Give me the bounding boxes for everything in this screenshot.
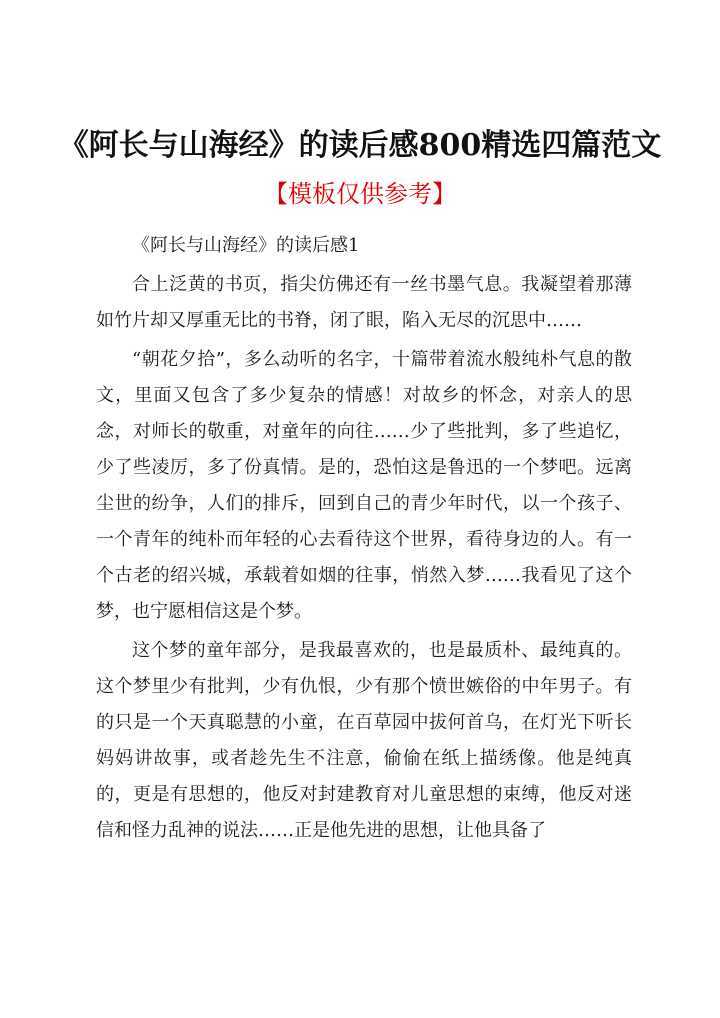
section-heading: 《阿长与山海经》的读后感1 xyxy=(132,235,360,256)
paragraph: 合上泛黄的书页，指尖仿佛还有一丝书墨气息。我凝望着那薄如竹片却又厚重无比的书脊，闭了眼，陷入无尽的沉思中…… xyxy=(96,274,632,331)
template-notice: 【模板仅供参考】 xyxy=(264,180,456,208)
paragraph: 这个梦的童年部分，是我最喜欢的，也是最质朴、最纯真的。这个梦里少有批判，少有仇恨，少有那个愤世嫉俗的中年男子。有的只是一个天真聪慧的小童，在百草园中拔何首乌，在灯光下听长妈妈讲故事，或者趁先生不注意，偷偷在纸上描绣像。他是纯真的，更是有思想的，他反对封建教育对儿童思想的束缚，他反对迷信和怪力乱神的说法……正是他先进的思想，让他具备了 xyxy=(96,640,632,841)
document-title: 《阿长与山海经》的读后感800精选四篇范文 xyxy=(58,128,662,163)
document-body xyxy=(96,228,632,849)
paragraph: “朝花夕拾”，多么动听的名字，十篇带着流水般纯朴气息的散文，里面又包含了多少复杂的情感！对故乡的怀念，对亲人的思念，对师长的敬重，对童年的向往……少了些批判，多了些追忆，少了些凌厉，多了份真情。是的，恐怕这是鲁迅的一个梦吧。远离尘世的纷争，人们的排斥，回到自己的青少年时代，以一个孩子、一个青年的纯朴而年轻的心去看待这个世界，看待身边的人。有一个古老的绍兴城，承载着如烟的往事，悄然入梦……我看见了这个梦，也宁愿相信这是个梦。 xyxy=(96,349,632,622)
